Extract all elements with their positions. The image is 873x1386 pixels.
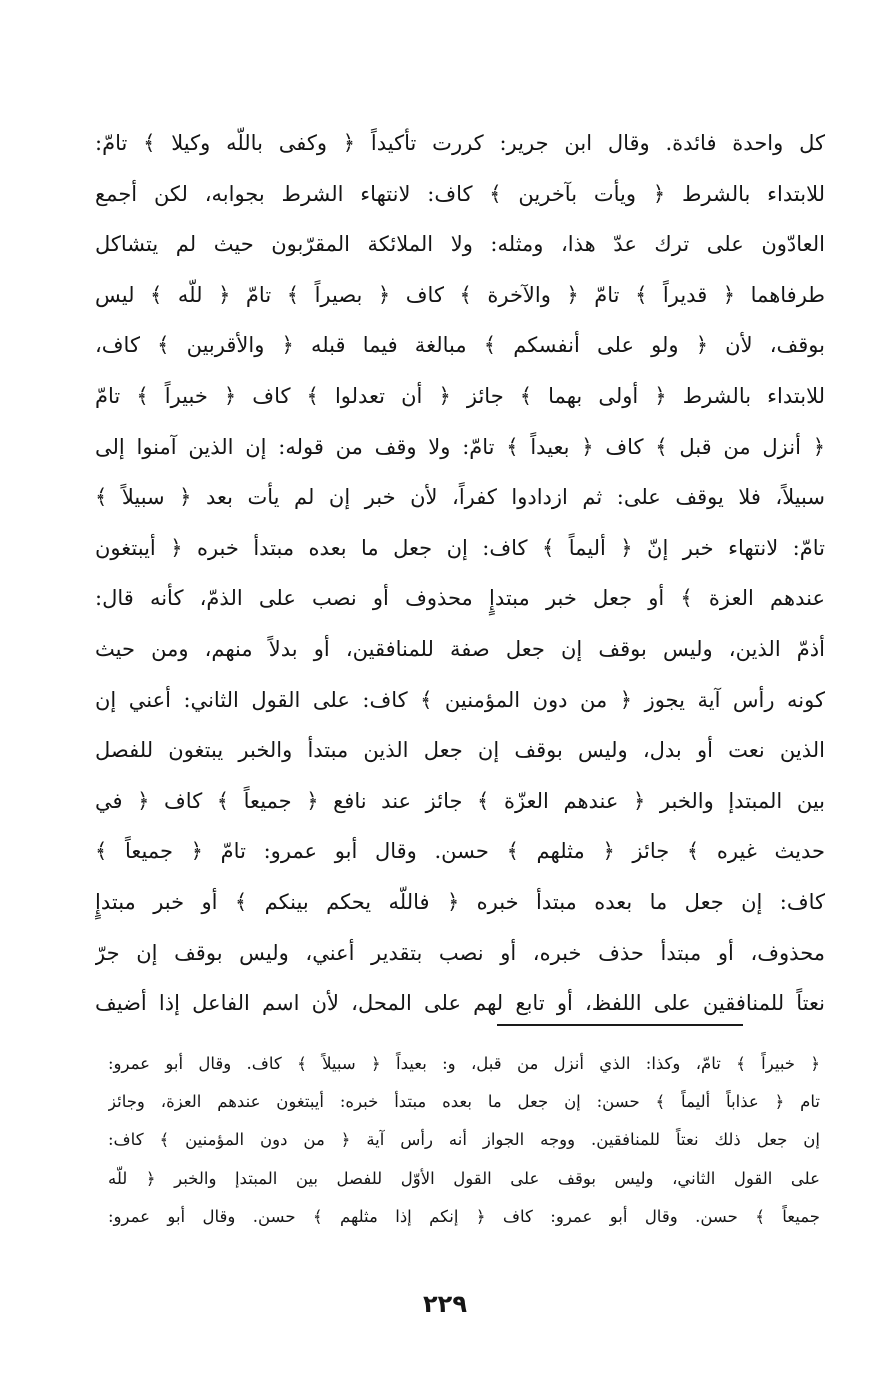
main-text-line: الذين نعت أو بدل، وليس بوقف إن جعل الذين مبتدأ والخبر يبتغون للفصل xyxy=(95,738,825,763)
main-text-line: كل واحدة فائدة. وقال ابن جرير: كررت تأكيداً ﴿ وكفى باللّه وكيلا ﴾ تامّ: xyxy=(95,131,825,155)
main-text-line: تامّ: لانتهاء خبر إنّ ﴿ أليماً ﴾ كاف: إن جعل ما بعده مبتدأ خبره ﴿ أيبتغون xyxy=(95,535,825,560)
page-number: ٢٢٩ xyxy=(423,1290,467,1318)
main-text-line: محذوف، أو مبتدأ حذف خبره، أو نصب بتقدير أعني، وليس بوقف إن جرّ xyxy=(95,940,825,965)
footnote-line: ﴿ خبيراً ﴾ تامّ، وكذا: الذي أنزل من قبل، و: بعيداً ﴿ سبيلاً ﴾ كاف. وقال أبو عمرو: xyxy=(108,1054,820,1073)
footnote-line: تام ﴿ عذاباً أليماً ﴾ حسن: إن جعل ما بعده مبتدأ خبره: أيبتغون عندهم العزة، وجائز xyxy=(108,1092,820,1112)
main-text-line: نعتاً للمنافقين على اللفظ، أو تابع لهم على المحل، لأن اسم الفاعل إذا أضيف xyxy=(95,991,825,1016)
main-text-line: بوقف، لأن ﴿ ولو على أنفسكم ﴾ مبالغة فيما قبله ﴿ والأقربين ﴾ كاف، xyxy=(95,333,825,358)
main-text-line: أذمّ الذين، وليس بوقف إن جعل صفة للمنافقين، أو بدلاً منهم، ومن حيث xyxy=(95,636,825,661)
main-text-block xyxy=(95,118,825,1029)
main-text-line: سبيلاً، فلا يوقف على: ثم ازدادوا كفراً، لأن خبر إن لم يأت بعد ﴿ سبيلاً ﴾ xyxy=(95,485,825,510)
footnote-separator xyxy=(497,1024,743,1026)
main-text-line: كاف: إن جعل ما بعده مبتدأ خبره ﴿ فاللّه يحكم بينكم ﴾ أو خبر مبتدإٍ xyxy=(95,889,825,914)
main-text-line: بين المبتدإ والخبر ﴿ عندهم العزّة ﴾ جائز عند نافع ﴿ جميعاً ﴾ كاف ﴿ في xyxy=(95,788,825,813)
main-text-line: طرفاهما ﴿ قديراً ﴾ تامّ ﴿ والآخرة ﴾ كاف ﴿ بصيراً ﴾ تامّ ﴿ للّه ﴾ ليس xyxy=(95,282,825,307)
footnote-line: إن جعل ذلك نعتاً للمنافقين. ووجه الجواز أنه رأس آية ﴿ من دون المؤمنين ﴾ كاف: xyxy=(108,1130,820,1150)
main-text-line: للابتداء بالشرط ﴿ ويأت بآخرين ﴾ كاف: لانتهاء الشرط بجوابه، لكن أجمع xyxy=(95,181,825,206)
main-text-line: للابتداء بالشرط ﴿ أولى بهما ﴾ جائز ﴿ أن تعدلوا ﴾ كاف ﴿ خبيراً ﴾ تامّ xyxy=(95,383,825,408)
main-text-line: عندهم العزة ﴾ أو جعل خبر مبتدإٍ محذوف أو نصب على الذمّ، كأنه قال: xyxy=(95,586,825,611)
main-text-line: كونه رأس آية يجوز ﴿ من دون المؤمنين ﴾ كاف: على القول الثاني: أعني إن xyxy=(95,687,825,712)
footnote-line: جميعاً ﴾ حسن. وقال أبو عمرو: كاف ﴿ إنكم إذا مثلهم ﴾ حسن. وقال أبو عمرو: xyxy=(108,1206,820,1226)
main-text-line: ﴿ أنزل من قبل ﴾ كاف ﴿ بعيداً ﴾ تامّ: ولا وقف من قوله: إن الذين آمنوا إلى xyxy=(95,434,825,459)
main-text-line: العادّون على ترك عدّ هذا، ومثله: ولا الملائكة المقرّبون حيث لم يتشاكل xyxy=(95,232,825,257)
footnote-block xyxy=(108,1045,820,1236)
main-text-line: حديث غيره ﴾ جائز ﴿ مثلهم ﴾ حسن. وقال أبو عمرو: تامّ ﴿ جميعاً ﴾ xyxy=(95,839,825,864)
footnote-line: على القول الثاني، وليس بوقف على القول الأوّل للفصل بين المبتدإ والخبر ﴿ للّه xyxy=(108,1168,820,1188)
